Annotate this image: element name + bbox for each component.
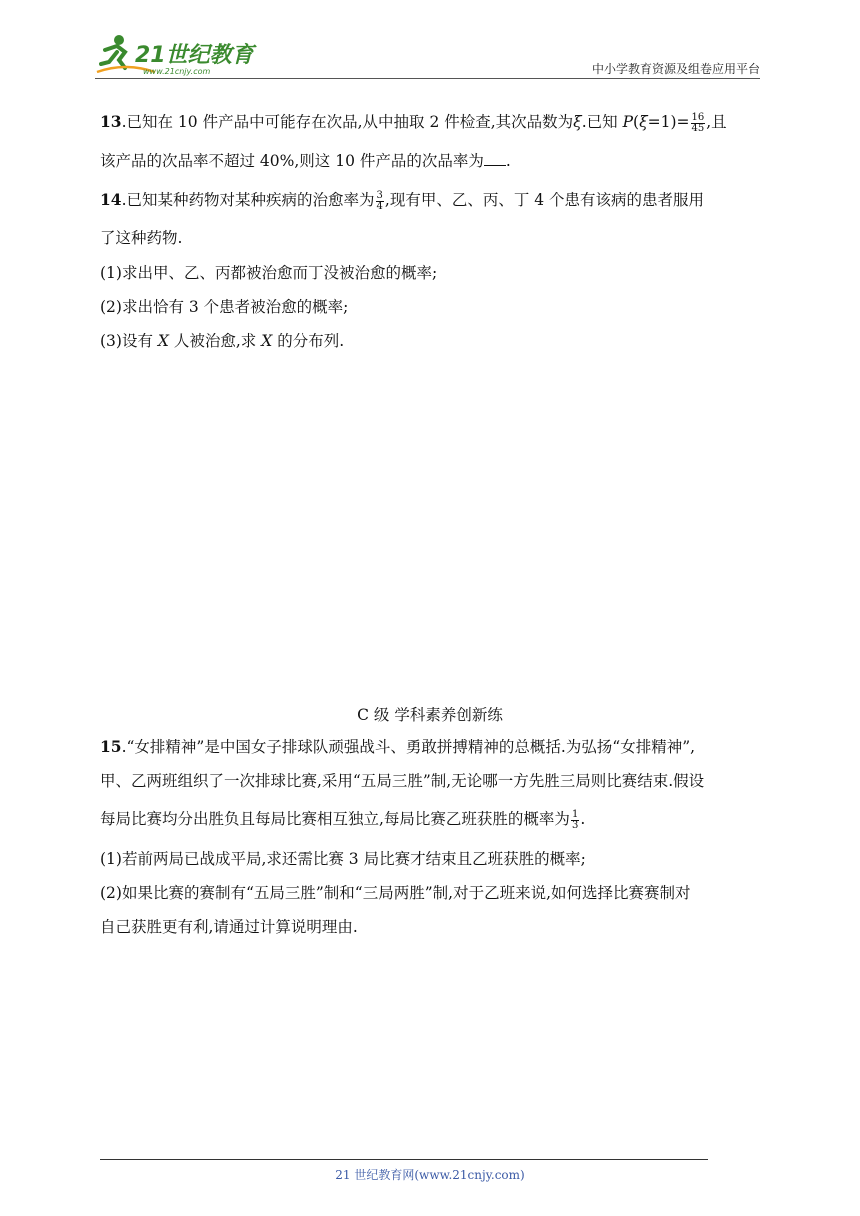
xi-symbol: ξ bbox=[639, 113, 648, 131]
q13-number: 13 bbox=[100, 112, 122, 131]
q15-text-c: 每局比赛均分出胜负且每局比赛相互独立,每局比赛乙班获胜的概率为 bbox=[100, 810, 570, 828]
frac-num: 3 bbox=[376, 189, 383, 201]
logo-text: 21世纪教育 bbox=[135, 43, 254, 68]
q15-text-d: . bbox=[580, 810, 586, 828]
p-symbol: P bbox=[622, 113, 633, 131]
q14-text-a: .已知某种药物对某种疾病的治愈率为 bbox=[121, 191, 375, 209]
q13-text-c: ,且 bbox=[706, 113, 727, 131]
frac-num: 1 bbox=[571, 808, 579, 820]
fraction-1-3 bbox=[571, 810, 579, 831]
q13-text-a: .已知在 10 件产品中可能存在次品,从中抽取 2 件检查,其次品数为 bbox=[121, 113, 574, 131]
paren: ( bbox=[633, 113, 640, 131]
q15-number: 15 bbox=[100, 737, 122, 756]
answer-blank bbox=[484, 151, 506, 166]
q15-sub2-line1: (2)如果比赛的赛制有“五局三胜”制和“三局两胜”制,对于乙班来说,如何选择比赛赛制对 bbox=[100, 884, 691, 902]
q13-text-d: 该产品的次品率不超过 40%,则这 10 件产品的次品率为 bbox=[100, 152, 484, 170]
frac-den: 45 bbox=[691, 122, 705, 134]
frac-den: 4 bbox=[376, 200, 383, 212]
fraction-16-45 bbox=[691, 113, 706, 134]
q14-line2: 了这种药物. bbox=[100, 229, 183, 247]
q13-line1 bbox=[100, 112, 727, 134]
platform-name: 中小学教育资源及组卷应用平台 bbox=[591, 62, 760, 76]
q13-line2 bbox=[100, 151, 511, 171]
q14-line1 bbox=[100, 190, 704, 212]
q13-eq: =1)= bbox=[647, 113, 690, 131]
q15-sub1: (1)若前两局已战成平局,求还需比赛 3 局比赛才结束且乙班获胜的概率; bbox=[100, 850, 586, 868]
q13-text-e: . bbox=[505, 152, 511, 170]
fraction-3-4 bbox=[376, 191, 384, 212]
q14-text-b: ,现有甲、乙、丙、丁 4 个患有该病的患者服用 bbox=[384, 191, 705, 209]
q15-sub2-line2: 自己获胜更有利,请通过计算说明理由. bbox=[100, 918, 358, 936]
xi-symbol: ξ bbox=[573, 113, 582, 131]
q14-sub3-c: 的分布列. bbox=[272, 332, 345, 350]
page-header bbox=[95, 30, 760, 78]
footer-link[interactable]: 21 世纪教育网(www.21cnjy.com) bbox=[335, 1168, 525, 1182]
q14-sub3-a: (3)设有 bbox=[100, 332, 158, 350]
q14-number: 14 bbox=[100, 190, 122, 209]
logo-runner-icon bbox=[95, 32, 295, 76]
q15-text-a: .“女排精神”是中国女子排球队顽强战斗、勇敢拼搏精神的总概括.为弘扬“女排精神”, bbox=[121, 738, 696, 756]
q14-sub2: (2)求出恰有 3 个患者被治愈的概率; bbox=[100, 298, 349, 316]
frac-num: 16 bbox=[691, 111, 705, 123]
q14-sub1: (1)求出甲、乙、丙都被治愈而丁没被治愈的概率; bbox=[100, 264, 438, 282]
q15-line1 bbox=[100, 737, 695, 757]
footer-divider bbox=[100, 1159, 708, 1160]
logo-url: www.21cnjy.com bbox=[143, 67, 211, 76]
header-divider bbox=[95, 78, 760, 79]
logo bbox=[95, 32, 295, 76]
q15-line3 bbox=[100, 809, 585, 831]
frac-den: 3 bbox=[571, 819, 579, 831]
q13-text-b: .已知 bbox=[581, 113, 623, 131]
q15-line2: 甲、乙两班组织了一次排球比赛,采用“五局三胜”制,无论哪一方先胜三局则比赛结束.假设 bbox=[100, 772, 705, 790]
x-symbol: X bbox=[157, 332, 169, 350]
section-heading: C 级 学科素养创新练 bbox=[357, 706, 503, 724]
q14-sub3 bbox=[100, 331, 344, 351]
q14-sub3-b: 人被治愈,求 bbox=[168, 332, 262, 350]
x-symbol: X bbox=[261, 332, 273, 350]
